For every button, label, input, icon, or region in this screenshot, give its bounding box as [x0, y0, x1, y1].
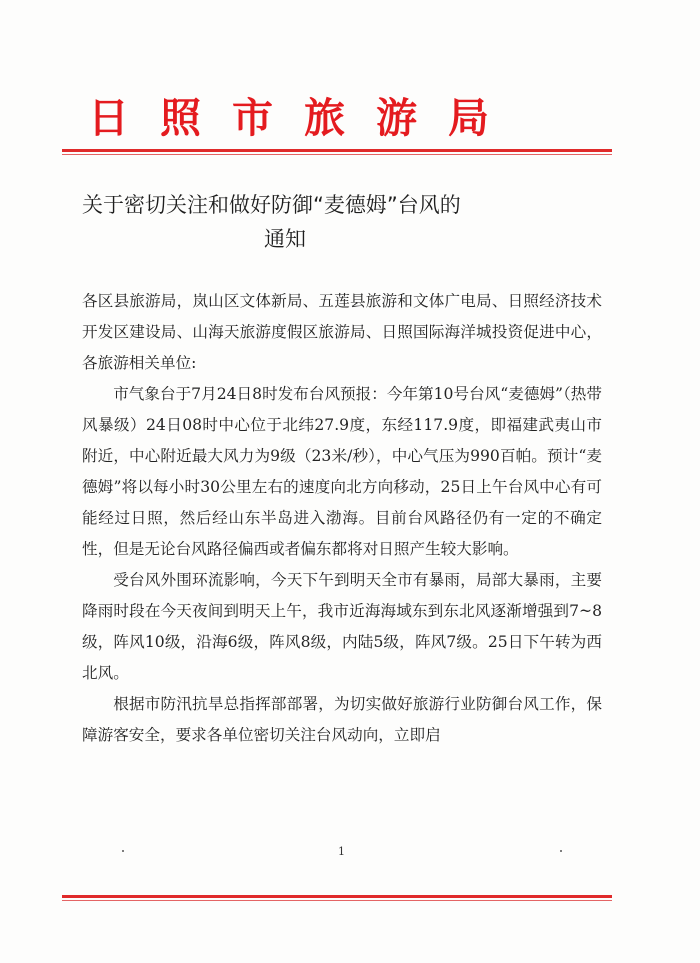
scan-speck	[122, 850, 124, 852]
scan-speck	[560, 850, 562, 852]
footer-red-thin-rule	[62, 900, 612, 901]
notice-title-line-2: 通知	[264, 227, 306, 251]
instruction-paragraph: 根据市防汛抗旱总指挥部部署，为切实做好旅游行业防御台风工作，保障游客安全，要求各单位密切关注台风动向，立即启	[82, 695, 602, 744]
notice-body	[82, 286, 602, 751]
impact-paragraph: 受台风外围环流影响，今天下午到明天全市有暴雨，局部大暴雨，主要降雨时段在今天夜间到明天上午，我市近海海域东到东北风逐渐增强到7~8级，阵风10级，沿海6级，阵风8级，内陆5级，阵风7级。25日下午转为西北风。	[82, 571, 602, 682]
page-number: 1	[338, 845, 345, 858]
recipients-paragraph: 各区县旅游局，岚山区文体新局、五莲县旅游和文体广电局、日照经济技术开发区建设局、山海天旅游度假区旅游局、日照国际海洋城投资促进中心，各旅游相关单位:	[82, 292, 602, 372]
notice-title-line-1: 关于密切关注和做好防御“麦德姆”台风的	[82, 193, 461, 217]
footer-red-rule	[62, 895, 612, 898]
header-red-rule	[62, 149, 612, 152]
agency-header-title: 日照市旅游局	[88, 94, 520, 142]
notice-title	[82, 188, 602, 256]
header-red-thin-rule	[62, 154, 612, 155]
forecast-paragraph: 市气象台于7月24日8时发布台风预报：今年第10号台风“麦德姆”（热带风暴级）24日08时中心位于北纬27.9度，东经117.9度，即福建武夷山市附近，中心附近最大风力为9级（23米/秒），中心气压为990百帕。预计“麦德姆”将以每小时30公里左右的速度向北方向移动，25日上午台风中心有可能经过日照，然后经山东半岛进入渤海。目前台风路径仍有一定的不确定性，但是无论台风路径偏西或者偏东都将对日照产生较大影响。	[82, 385, 602, 558]
